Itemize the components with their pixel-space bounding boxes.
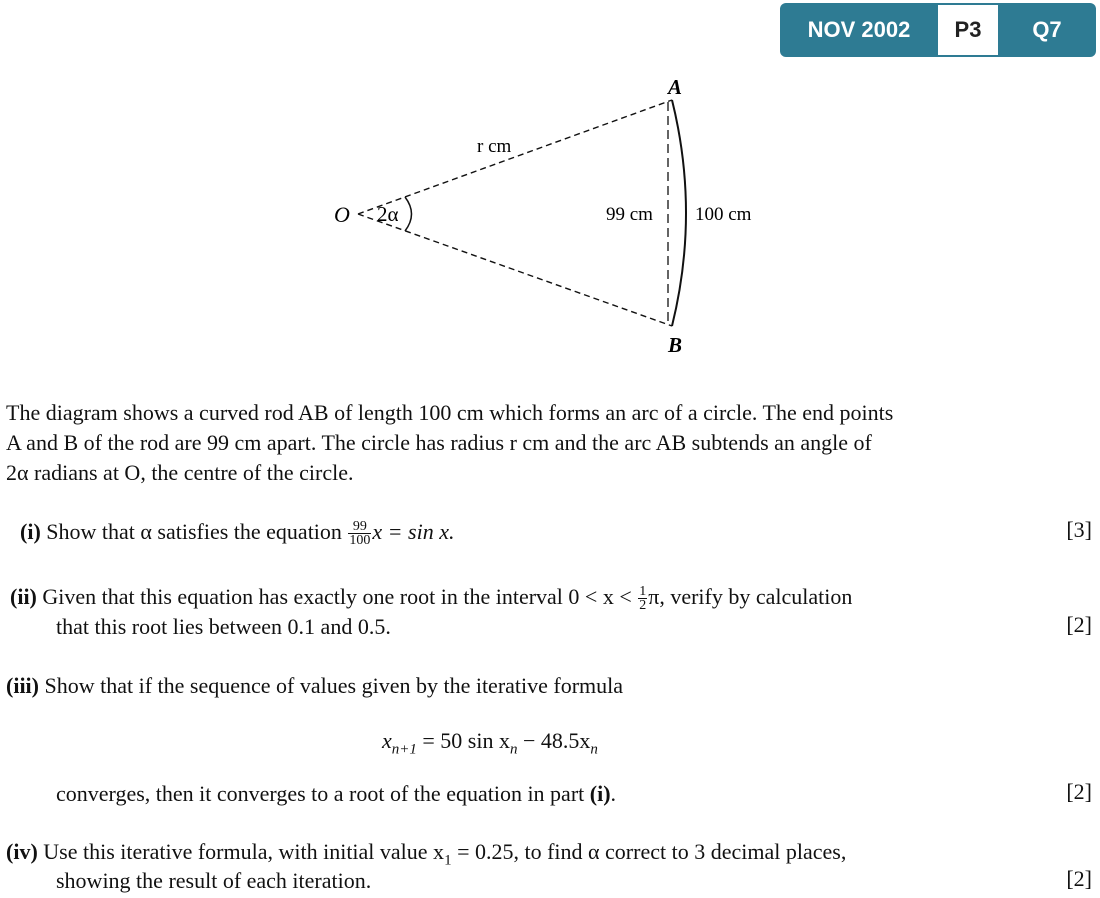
part-iii-marks: [2] [1066,779,1092,804]
part-iv-number: (iv) [6,839,38,864]
angle-arc [405,197,412,231]
part-iii [6,671,623,701]
formula-rhs: = 50 sin x [422,728,510,753]
formula-sub-n1: n+1 [391,741,417,758]
label-chord: 99 cm [606,204,653,225]
question-number: Q7 [1032,17,1062,42]
fraction-numerator: 1 [639,584,647,600]
part-iii-text-2-end: . [610,781,617,806]
part-ii-number: (ii) [10,584,37,609]
part-iii-ref: (i) [589,781,611,806]
part-i-number: (i) [20,519,41,544]
label-b: B [668,333,683,357]
part-ii-text-1: Given that this equation has exactly one root in the interval 0 < x < [42,584,638,609]
part-ii-marks: [2] [1066,612,1092,637]
part-i-equation: x = sin x. [372,519,455,544]
part-ii [10,582,852,612]
label-arc: 100 cm [695,204,752,225]
fraction-numerator: 99 [348,520,371,534]
part-iii-text-1: Show that if the sequence of values given by the iterative formula [44,673,624,698]
part-iii-line-2 [56,779,616,809]
intro-line-3: 2α radians at O, the centre of the circle. [6,460,354,485]
part-ii-text-1-end: π, verify by calculation [648,584,853,609]
label-o: O [334,202,350,227]
part-i-text: Show that α satisfies the equation [46,519,342,544]
exam-session: NOV 2002 [807,17,911,42]
intro-line-2: A and B of the rod are 99 cm apart. The circle has radius r cm and the arc AB subtends an angle of [6,430,872,455]
fraction-denominator: 100 [349,533,371,549]
radius-oa [358,100,672,214]
formula-mid: − 48.5x [517,728,591,753]
part-iv-line-2: showing the result of each iteration. [56,868,372,893]
sector-diagram [0,0,1100,370]
intro-line-1: The diagram shows a curved rod AB of length 100 cm which forms an arc of a circle. The end points [6,400,894,425]
label-a: A [668,75,683,99]
paper-number: P3 [938,5,998,55]
part-iv-text-1-end: = 0.25, to find α correct to 3 decimal places, [451,839,847,864]
arc-ab [672,100,686,326]
iterative-formula [382,726,598,764]
label-radius: r cm [477,136,512,157]
formula-sub-n: n [509,741,518,758]
formula-x: x [382,728,392,753]
part-i [20,517,454,547]
fraction-99-100 [348,520,371,547]
part-ii-line-2: that this root lies between 0.1 and 0.5. [56,614,391,639]
fraction-denominator: 2 [639,598,647,614]
label-angle: 2α [377,202,399,226]
part-i-marks: [3] [1066,517,1092,542]
part-iii-number: (iii) [6,673,39,698]
formula-sub-n-2: n [590,741,598,758]
part-iii-text-2: converges, then it converges to a root of the equation in part [56,781,590,806]
part-iv-sub-1: 1 [444,852,452,869]
fraction-one-half [638,585,647,612]
part-iv-text-1: Use this iterative formula, with initial value x [43,839,445,864]
part-iv-marks: [2] [1066,866,1092,891]
